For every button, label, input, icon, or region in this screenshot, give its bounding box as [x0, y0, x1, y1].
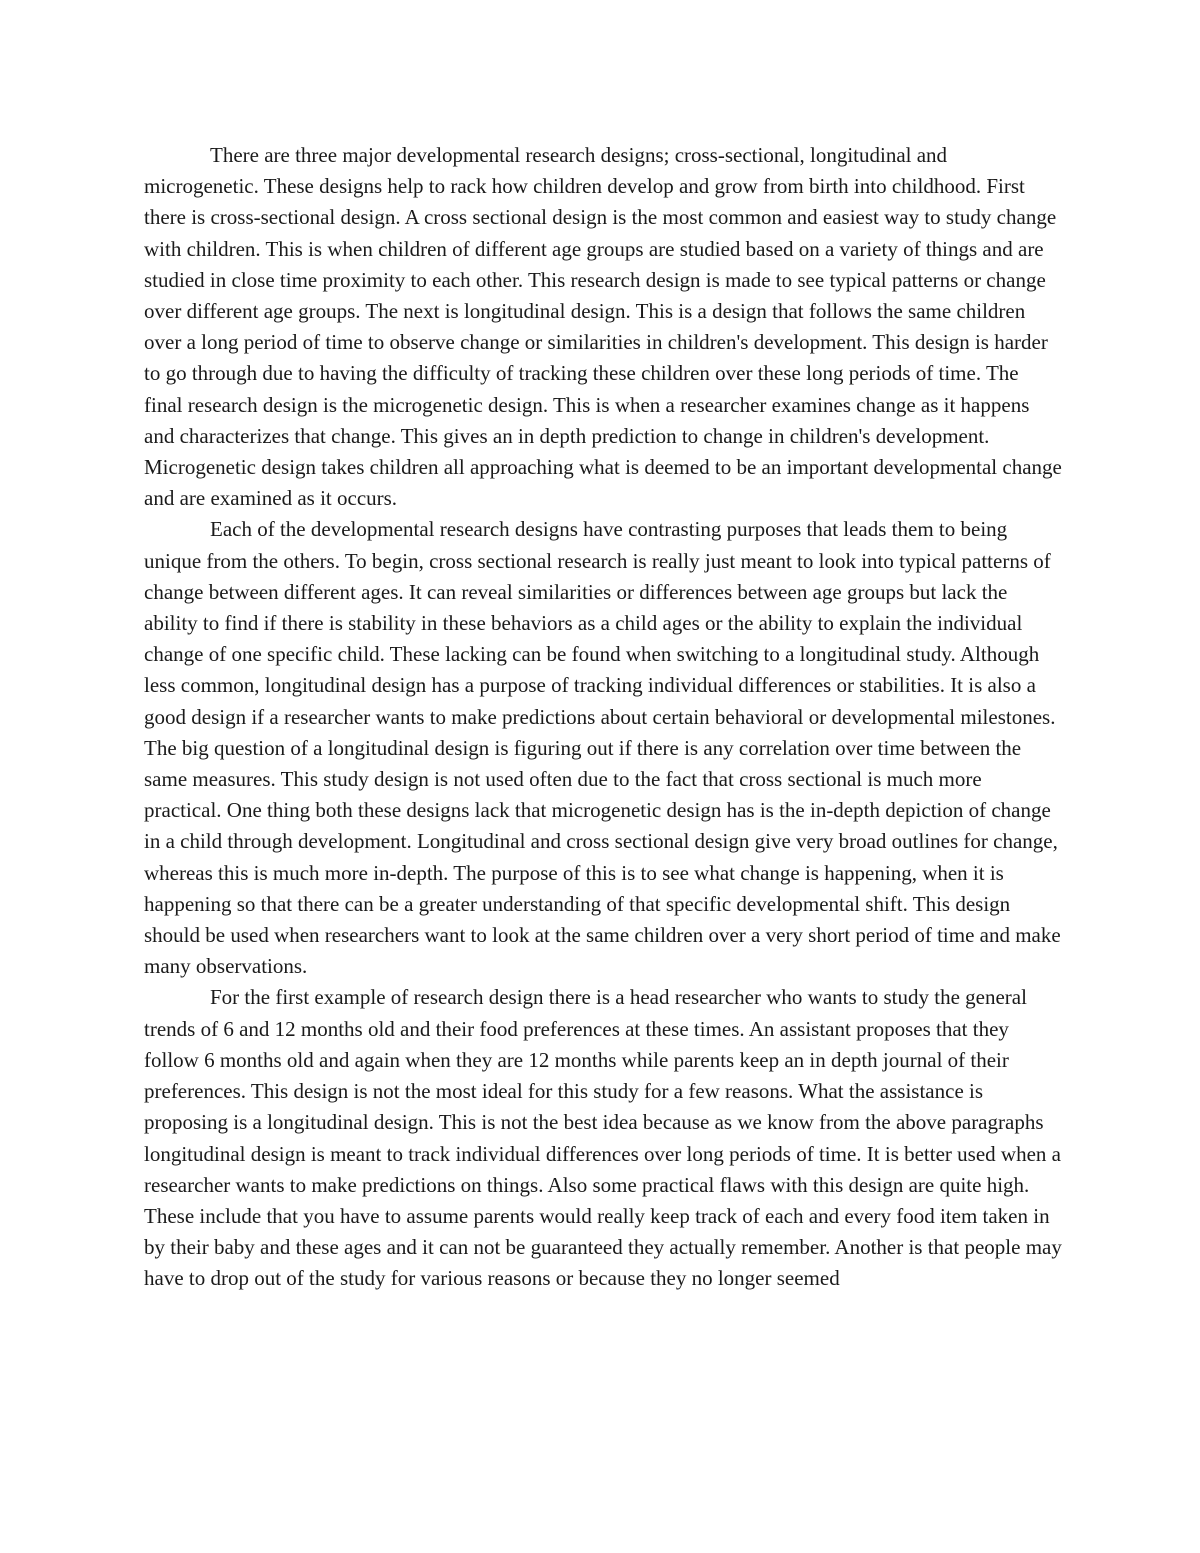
paragraph-first-example: For the first example of research design there is a head researcher who wants to study the general trends of 6 and 12 months old and their food preferences at these times. An assistant proposes that they follow 6 months old and again when they are 12 months while parents keep an in depth journal of their preferences. This design is not the most ideal for this study for a few reasons. What the assistance is proposing is a longitudinal design. This is not the best idea because as we know from the above paragraphs longitudinal design is meant to track individual differences over long periods of time. It is better used when a researcher wants to make predictions on things. Also some practical flaws with this design are quite high. These include that you have to assume parents would really keep track of each and every food item taken in by their baby and these ages and it can not be guaranteed they actually remember. Another is that people may have to drop out of the study for various reasons or because they no longer seemed [144, 985, 1062, 1291]
document-body [144, 140, 1062, 1295]
paragraph-design-purposes: Each of the developmental research designs have contrasting purposes that leads them to being unique from the others. To begin, cross sectional research is really just meant to look into typical patterns of change between different ages. It can reveal similarities or differences between age groups but lack the ability to find if there is stability in these behaviors as a child ages or the ability to explain the individual change of one specific child. These lacking can be found when switching to a longitudinal study. Although less common, longitudinal design has a purpose of tracking individual differences or stabilities. It is also a good design if a researcher wants to make predictions about certain behavioral or developmental milestones. The big question of a longitudinal design is figuring out if there is any correlation over time between the same measures. This study design is not used often due to the fact that cross sectional is much more practical. One thing both these designs lack that microgenetic design has is the in-depth depiction of change in a child through development. Longitudinal and cross sectional design give very broad outlines for change, whereas this is much more in-depth. The purpose of this is to see what change is happening, when it is happening so that there can be a greater understanding of that specific developmental shift. This design should be used when researchers want to look at the same children over a very short period of time and make many observations. [144, 517, 1061, 979]
paragraph-research-designs-overview: There are three major developmental research designs; cross-sectional, longitudinal and microgenetic. These designs help to rack how children develop and grow from birth into childhood. First there is cross-sectional design. A cross sectional design is the most common and easiest way to study change with children. This is when children of different age groups are studied based on a variety of things and are studied in close time proximity to each other. This research design is made to see typical patterns or change over different age groups. The next is longitudinal design. This is a design that follows the same children over a long period of time to observe change or similarities in children's development. This design is harder to go through due to having the difficulty of tracking these children over these long periods of time. The final research design is the microgenetic design. This is when a researcher examines change as it happens and characterizes that change. This gives an in depth prediction to change in children's development. Microgenetic design takes children all approaching what is deemed to be an important developmental change and are examined as it occurs. [144, 143, 1062, 511]
